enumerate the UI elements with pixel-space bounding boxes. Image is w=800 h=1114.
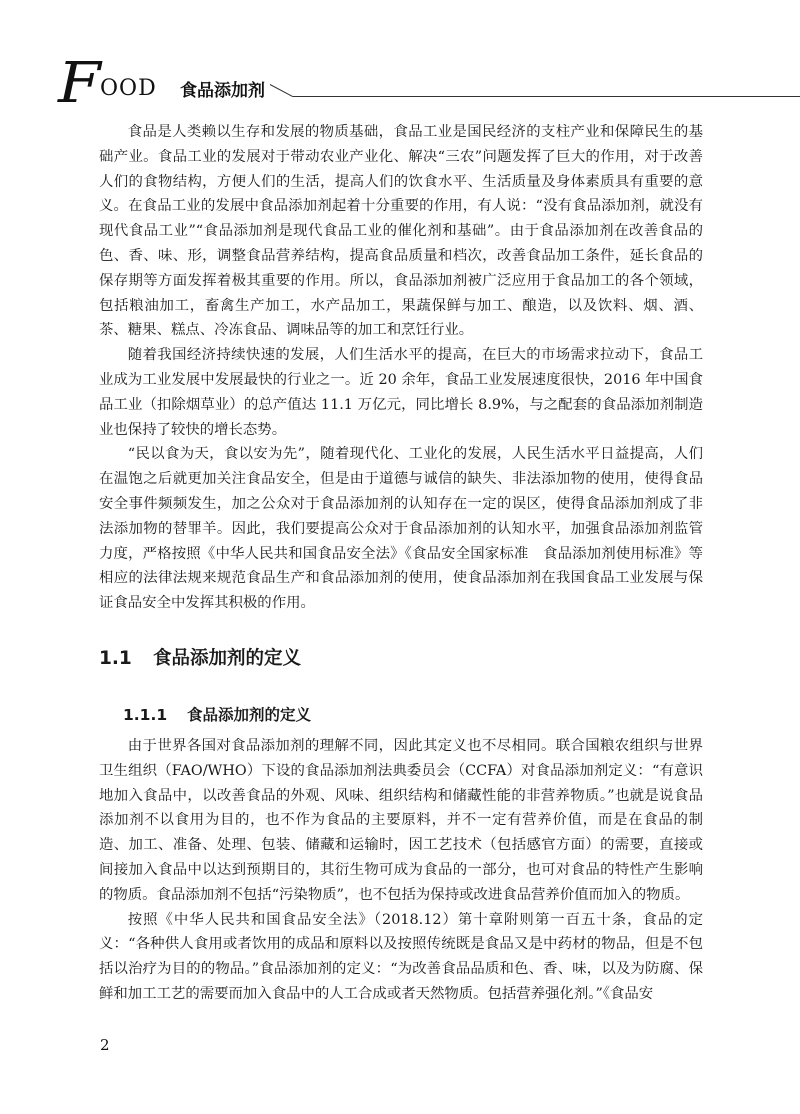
subsection-heading <box>123 700 703 730</box>
header-rule-slant <box>270 84 293 97</box>
logo-letters-ood: OOD <box>100 76 157 101</box>
header-rule <box>293 96 800 97</box>
paragraph: 食品是人类赖以生存和发展的物质基础，食品工业是国民经济的支柱产业和保障民生的基础产业。食品工业的发展对于带动农业产业化、解决“三农”问题发挥了巨大的作用，对于改善人们的食物结构，方便人们的生活，提高人们的饮食水平、生活质量及身体素质具有重要的意义。在食品工业的发展中食品添加剂起着十分重要的作用，有人说：“没有食品添加剂，就没有现代食品工业”“食品添加剂是现代食品工业的催化剂和基础”。由于食品添加剂在改善食品的色、香、味、形，调整食品营养结构，提高食品质量和档次，改善食品加工条件，延长食品的保存期等方面发挥着极其重要的作用。所以，食品添加剂被广泛应用于食品加工的各个领域，包括粮油加工，畜禽生产加工，水产品加工，果蔬保鲜与加工、酿造，以及饮料、烟、酒、茶、糖果、糕点、冷冻食品、调味品等的加工和烹饪行业。 <box>99 124 703 339</box>
subsection-number: 1.1.1 <box>123 705 168 724</box>
paragraph: 由于世界各国对食品添加剂的理解不同，因此其定义也不尽相同。联合国粮农组织与世界卫生组织（FAO/WHO）下设的食品添加剂法典委员会（CCFA）对食品添加剂定义：“有意识地加入食品中，以改善食品的外观、风味、组织结构和储藏性能的非营养物质。”也就是说食品添加剂不以食用为目的，也不作为食品的主要原料，并不一定有营养价值，而是在食品的制造、加工、准备、处理、包装、储藏和运输时，因工艺技术（包括感官方面）的需要，直接或间接加入食品中以达到预期目的，其衍生物可成为食品的一部分，也可对食品的特性产生影响的物质。食品添加剂不包括“污染物质”，也不包括为保持或改进食品营养价值而加入的物质。 <box>99 737 703 903</box>
running-header <box>58 51 740 116</box>
paragraph: 按照《中华人民共和国食品安全法》（2018.12）第十章附则第一百五十条，食品的定义：“各种供人食用或者饮用的成品和原料以及按照传统既是食品又是中药材的物品，但是不包括以治疗为目的的物品。”食品添加剂的定义：“为改善食品品质和色、香、味，以及为防腐、保鲜和加工工艺的需要而加入食品中的人工合成或者天然物质。包括营养强化剂。”《食品安 <box>99 911 703 1002</box>
header-book-title: 食品添加剂 <box>180 81 265 101</box>
paragraph: 随着我国经济持续快速的发展，人们生活水平的提高，在巨大的市场需求拉动下，食品工业成为工业发展中发展最快的行业之一。近 20 余年，食品工业发展速度很快，2016 年中国食品工业（扣除烟草业）的总产值达 11.1 万亿元，同比增长 8.9%，与之配套的食品添加剂制造业也保持了较快的增长态势。 <box>99 347 703 438</box>
page-number: 2 <box>100 1036 110 1054</box>
section-title: 食品添加剂的定义 <box>153 647 302 669</box>
page-body <box>99 120 703 1007</box>
section-number: 1.1 <box>99 647 132 669</box>
subsection-title: 食品添加剂的定义 <box>187 705 312 724</box>
section-heading <box>99 642 703 676</box>
paragraph: “民以食为天，食以安为先”，随着现代化、工业化的发展，人民生活水平日益提高，人们在温饱之后就更加关注食品安全，但是由于道德与诚信的缺失、非法添加物的使用，使得食品安全事件频频发生，加之公众对于食品添加剂的认知存在一定的误区，使得食品添加剂成了非法添加物的替罪羊。因此，我们要提高公众对于食品添加剂的认知水平，加强食品添加剂监管力度，严格按照《中华人民共和国食品安全法》《食品安全国家标准 食品添加剂使用标准》等相应的法律法规来规范食品生产和食品添加剂的使用，使食品添加剂在我国食品工业发展与保证食品安全中发挥其积极的作用。 <box>99 446 703 612</box>
logo-letter-f: F <box>58 51 101 116</box>
